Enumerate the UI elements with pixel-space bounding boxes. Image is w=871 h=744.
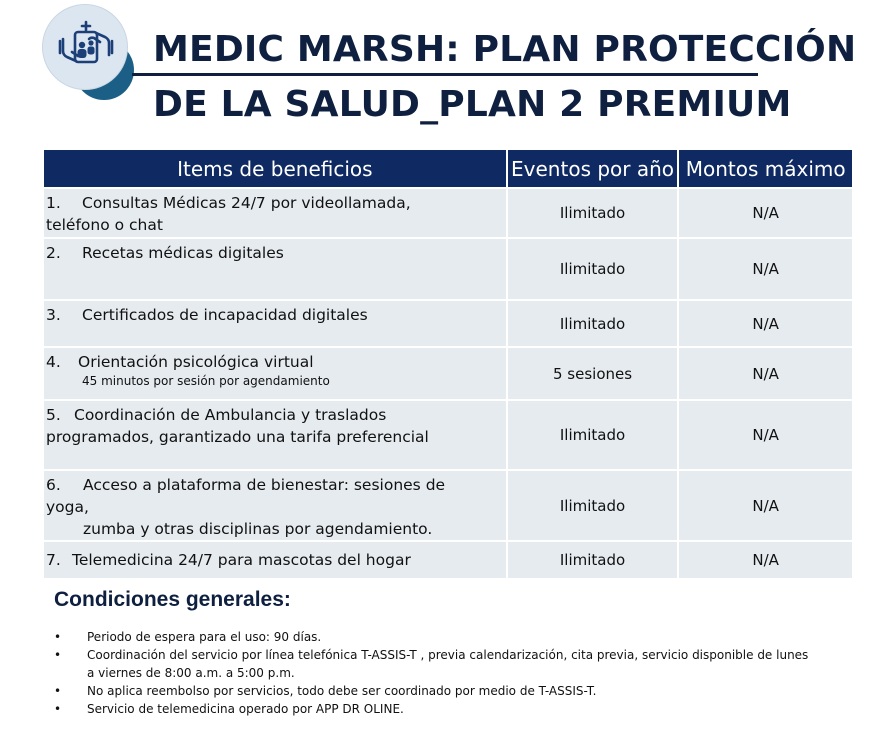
benefits-table	[44, 150, 852, 578]
amount-cell: N/A	[678, 541, 852, 578]
amount-cell: N/A	[678, 347, 852, 400]
benefit-number: 1.	[46, 194, 61, 212]
amount-cell: N/A	[678, 400, 852, 470]
page-title	[153, 22, 856, 132]
benefit-number: 7.	[46, 551, 61, 569]
benefit-label: Recetas médicas digitales	[82, 244, 284, 262]
page-title-line-1: MEDIC MARSH: PLAN PROTECCIÓN	[153, 29, 857, 70]
benefit-cell	[44, 238, 507, 300]
benefit-label: Acceso a plataforma de bienestar: sesiones de yoga,	[46, 476, 446, 516]
logo	[38, 2, 138, 102]
table-row	[44, 238, 852, 300]
events-cell: Ilimitado	[507, 470, 679, 541]
events-cell: Ilimitado	[507, 188, 679, 238]
benefit-cell	[44, 400, 507, 470]
table-header-row	[44, 150, 852, 188]
benefit-cell	[44, 541, 507, 578]
page-title-line-2: DE LA SALUD_PLAN 2 PREMIUM	[153, 84, 792, 125]
benefit-number: 2.	[46, 244, 61, 262]
benefit-label: Certificados de incapacidad digitales	[82, 306, 368, 324]
benefit-cell	[44, 300, 507, 347]
condition-item	[54, 682, 844, 700]
condition-item	[54, 628, 844, 646]
condition-text: No aplica reembolso por servicios, todo debe ser coordinado por medio de T-ASSIS-T.	[87, 684, 597, 698]
amount-cell: N/A	[678, 300, 852, 347]
condition-item	[54, 646, 844, 682]
hands-family-health-icon	[58, 19, 114, 75]
table-row	[44, 400, 852, 470]
table-row	[44, 541, 852, 578]
header-events: Eventos por año	[507, 150, 679, 188]
benefit-number: 4.	[46, 353, 61, 371]
amount-cell: N/A	[678, 470, 852, 541]
condition-item	[54, 700, 844, 718]
benefit-sublabel: 45 minutos por sesión por agendamiento	[82, 374, 330, 388]
header-items: Items de beneficios	[44, 150, 507, 188]
amount-cell: N/A	[678, 188, 852, 238]
condition-text-cont: a viernes de 8:00 a.m. a 5:00 p.m.	[87, 666, 295, 680]
condition-text: Servicio de telemedicina operado por APP DR OLINE.	[87, 702, 404, 716]
benefit-label: Telemedicina 24/7 para mascotas del hogar	[72, 551, 411, 569]
benefit-cell	[44, 470, 507, 541]
benefit-number: 6.	[46, 476, 61, 494]
logo-badge	[42, 4, 128, 90]
events-cell: Ilimitado	[507, 400, 679, 470]
events-cell: 5 sesiones	[507, 347, 679, 400]
benefit-label-cont: teléfono o chat	[46, 216, 163, 234]
benefit-number: 3.	[46, 306, 61, 324]
table-row	[44, 188, 852, 238]
events-cell: Ilimitado	[507, 238, 679, 300]
benefit-number: 5.	[46, 406, 61, 424]
condition-text: Coordinación del servicio por línea telefónica T-ASSIS-T , previa calendarización, cita previa, servicio disponible de lunes	[87, 648, 809, 662]
benefit-label: Orientación psicológica virtual	[78, 353, 314, 371]
table-row	[44, 470, 852, 541]
table-row	[44, 300, 852, 347]
condition-text: Periodo de espera para el uso: 90 días.	[87, 630, 322, 644]
benefit-cell	[44, 347, 507, 400]
table-row	[44, 347, 852, 400]
header-amount: Montos máximo	[678, 150, 852, 188]
benefit-label-cont: programados, garantizado una tarifa preferencial	[46, 428, 429, 446]
events-cell: Ilimitado	[507, 300, 679, 347]
benefit-label: Consultas Médicas 24/7 por videollamada,	[82, 194, 411, 212]
conditions-title: Condiciones generales:	[54, 588, 291, 611]
amount-cell: N/A	[678, 238, 852, 300]
benefit-label: Coordinación de Ambulancia y traslados	[74, 406, 387, 424]
events-cell: Ilimitado	[507, 541, 679, 578]
benefit-label-cont: zumba y otras disciplinas por agendamiento.	[83, 520, 433, 538]
benefit-cell	[44, 188, 507, 238]
conditions-list	[54, 628, 844, 718]
